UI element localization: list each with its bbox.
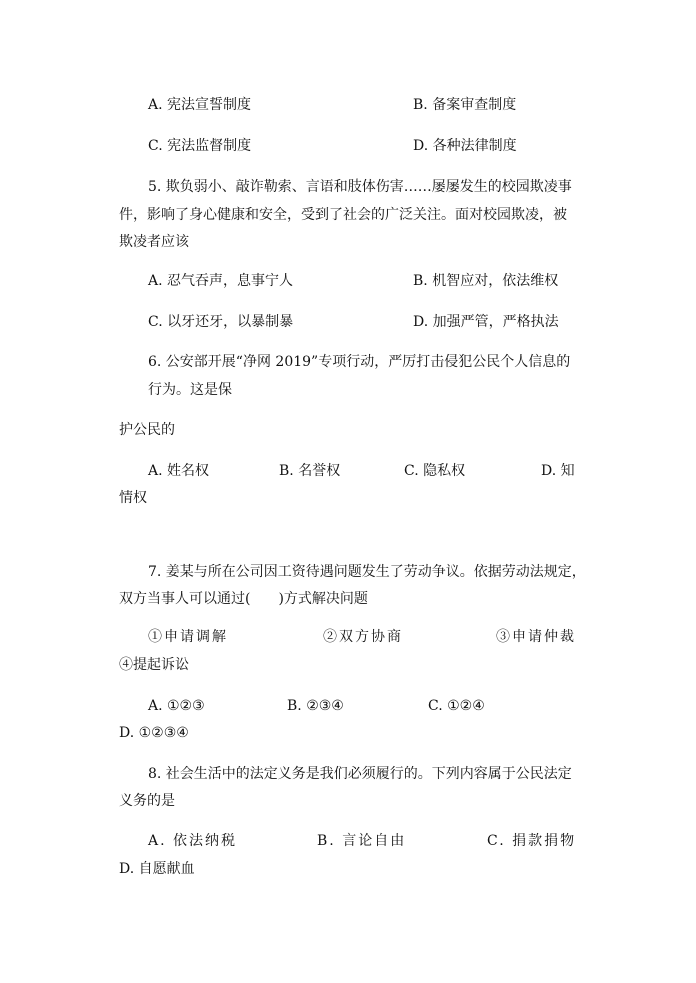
q4-option-a: A. 宪法宣誓制度	[148, 97, 252, 113]
q6-option-c: C. 隐私权	[404, 463, 466, 479]
q5-option-b: B. 机智应对，依法维权	[413, 273, 559, 289]
q7-item-3: ③申请仲裁	[496, 629, 576, 645]
q8-option-a: A. 依法纳税	[148, 833, 238, 849]
q7-item-4: ④提起诉讼	[119, 657, 189, 673]
q6-option-b: B. 名誉权	[279, 463, 341, 479]
q4-option-d: D. 各种法律制度	[413, 138, 517, 154]
q5-stem-line3: 欺凌者应该	[119, 234, 189, 250]
q7-option-a: A. ①②③	[148, 698, 205, 714]
q5-option-a: A. 忍气吞声，息事宁人	[148, 273, 294, 289]
q6-stem-line3: 护公民的	[119, 422, 175, 438]
q7-stem-line1: 7. 姜某与所在公司因工资待遇问题发生了劳动争议。依据劳动法规定，	[148, 564, 586, 580]
q7-option-b: B. ②③④	[287, 698, 344, 714]
q6-stem-line1: 6. 公安部开展“净网 2019”专项行动，严厉打击侵犯公民个人信息的	[148, 354, 571, 370]
q7-stem-line2: 双方当事人可以通过( )方式解决问题	[119, 591, 368, 607]
q6-option-d-part1: D. 知	[541, 463, 575, 479]
q4-option-c: C. 宪法监督制度	[148, 138, 252, 154]
q6-stem-line2: 行为。这是保	[148, 382, 232, 398]
q8-option-c: C. 捐款捐物	[487, 833, 577, 849]
q8-stem-line2: 义务的是	[119, 793, 175, 809]
q7-option-d: D. ①②③④	[119, 725, 189, 741]
q5-option-c: C. 以牙还牙，以暴制暴	[148, 314, 294, 330]
q7-item-1: ①申请调解	[148, 629, 228, 645]
q5-stem-line2: 件，影响了身心健康和安全，受到了社会的广泛关注。面对校园欺凌，被	[119, 207, 567, 223]
q4-option-b: B. 备案审查制度	[413, 97, 517, 113]
q5-stem-line1: 5. 欺负弱小、敲诈勒索、言语和肢体伤害……屡屡发生的校园欺凌事	[148, 179, 572, 195]
q7-item-2: ②双方协商	[323, 629, 403, 645]
q8-option-b: B. 言论自由	[317, 833, 407, 849]
q8-stem-line1: 8. 社会生活中的法定义务是我们必须履行的。下列内容属于公民法定	[148, 766, 572, 782]
q8-option-d: D. 自愿献血	[119, 861, 195, 877]
q6-option-a: A. 姓名权	[148, 463, 210, 479]
q7-option-c: C. ①②④	[428, 698, 485, 714]
q6-option-d-part2: 情权	[119, 490, 147, 506]
q5-option-d: D. 加强严管，严格执法	[413, 314, 559, 330]
